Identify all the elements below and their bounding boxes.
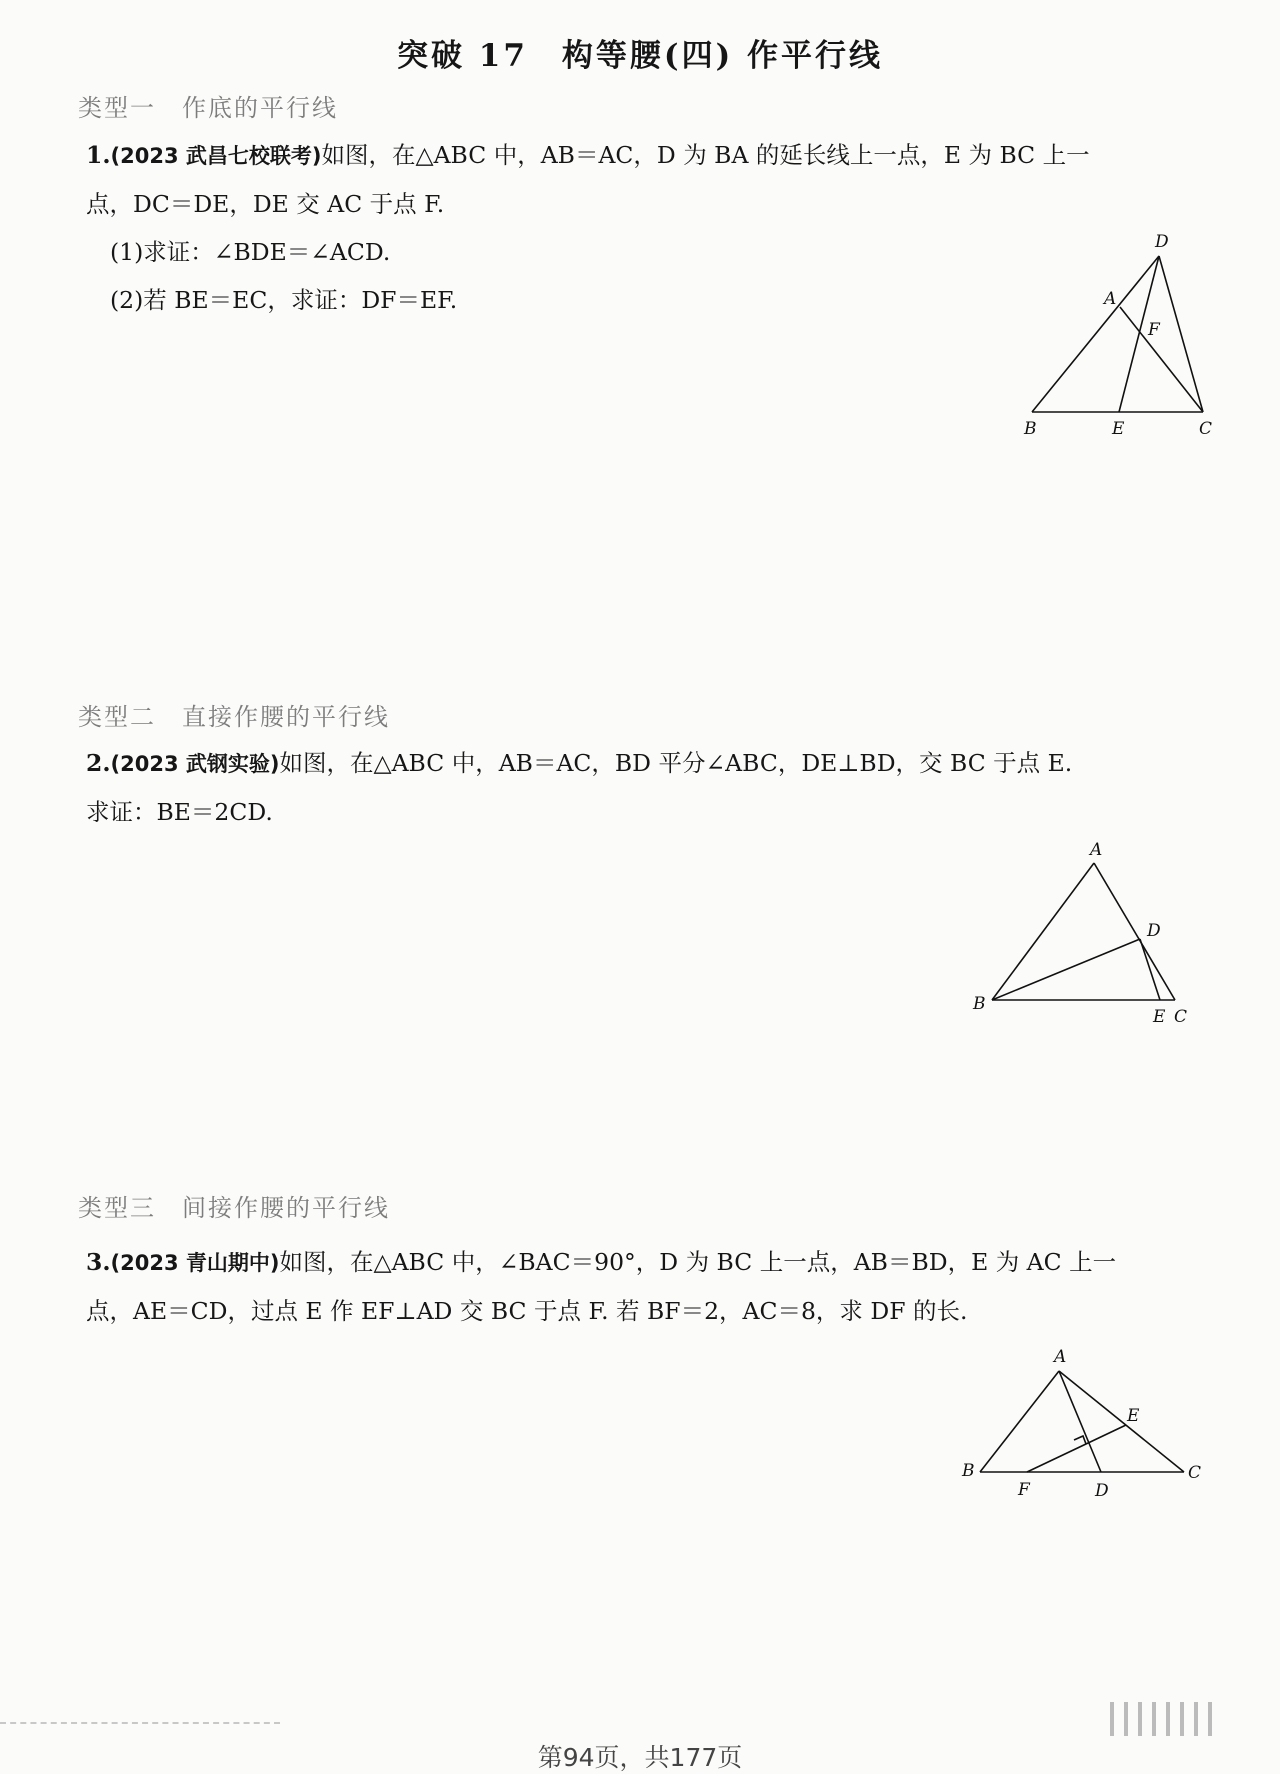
label-c: C	[1199, 419, 1213, 438]
segment-ad	[1059, 1371, 1101, 1472]
problem-2-line-2: 求证：BE＝2CD.	[86, 798, 273, 826]
problem-1-part-2: (2)若 BE＝EC，求证：DF＝EF.	[110, 286, 458, 314]
right-angle-mark	[1074, 1436, 1086, 1444]
label-a: A	[1054, 1347, 1067, 1367]
problem-3-line-2: 点，AE＝CD，过点 E 作 EF⊥AD 交 BC 于点 F. 若 BF＝2，AC＝8，求 DF 的长.	[86, 1297, 968, 1325]
problem-1-line-2: 点，DC＝DE，DE 交 AC 于点 F.	[86, 190, 445, 218]
label-a: A	[1104, 289, 1117, 309]
segment-ac	[1094, 863, 1175, 1000]
segment-ac	[1059, 1371, 1184, 1472]
label-a: A	[1090, 840, 1103, 860]
problem-1-text-1: 如图，在△ABC 中，AB＝AC，D 为 BA 的延长线上一点，E 为 BC 上一	[321, 141, 1090, 169]
page-title: 突破 17 构等腰(四) 作平行线	[396, 38, 884, 74]
segment-bd	[1032, 256, 1159, 412]
problem-3	[86, 1238, 1216, 1335]
problem-3-line-1	[86, 1238, 1216, 1287]
segment-dc	[1159, 256, 1203, 412]
label-f: F	[1148, 320, 1160, 340]
label-b: B	[962, 1461, 975, 1481]
label-b: B	[1024, 419, 1037, 438]
label-c: C	[1174, 1007, 1188, 1027]
label-e: E	[1127, 1406, 1140, 1426]
problem-1-number: 1.	[86, 141, 111, 169]
figure-3-triangle	[950, 1345, 1240, 1515]
figure-2-triangle	[965, 838, 1215, 1038]
problem-1-part-1: (1)求证：∠BDE＝∠ACD.	[110, 238, 391, 266]
problem-2-number: 2.	[86, 749, 111, 777]
problem-3-number: 3.	[86, 1248, 111, 1276]
segment-ab	[980, 1371, 1059, 1472]
label-e: E	[1153, 1007, 1166, 1027]
footer-rule	[0, 1722, 280, 1724]
section-heading-3: 类型三 间接作腰的平行线	[78, 1194, 390, 1222]
problem-3-source: (2023 青山期中)	[110, 1251, 280, 1275]
label-d: D	[1095, 1481, 1109, 1501]
problem-2-source: (2023 武钢实验)	[110, 752, 280, 776]
section-heading-1: 类型一 作底的平行线	[78, 94, 338, 122]
problem-1-line-1	[86, 131, 1216, 180]
problem-3-text-1: 如图，在△ABC 中，∠BAC＝90°，D 为 BC 上一点，AB＝BD，E 为 AC 上一	[279, 1248, 1117, 1276]
label-f: F	[1018, 1480, 1030, 1500]
section-heading-2: 类型二 直接作腰的平行线	[78, 703, 390, 731]
problem-2	[86, 739, 1216, 836]
problem-1-source: (2023 武昌七校联考)	[110, 144, 322, 168]
segment-ef	[1027, 1425, 1126, 1472]
label-b: B	[973, 994, 986, 1014]
label-d: D	[1155, 232, 1169, 252]
label-d: D	[1147, 921, 1161, 941]
label-c: C	[1188, 1463, 1202, 1483]
page-number: 第94页，共177页	[537, 1743, 743, 1772]
scan-marks	[1110, 1702, 1222, 1736]
label-e: E	[1112, 419, 1125, 438]
problem-2-line-1	[86, 739, 1216, 788]
problem-2-text-1: 如图，在△ABC 中，AB＝AC，BD 平分∠ABC，DE⊥BD，交 BC 于点 E.	[279, 749, 1073, 777]
figure-1-triangle	[1010, 228, 1240, 438]
